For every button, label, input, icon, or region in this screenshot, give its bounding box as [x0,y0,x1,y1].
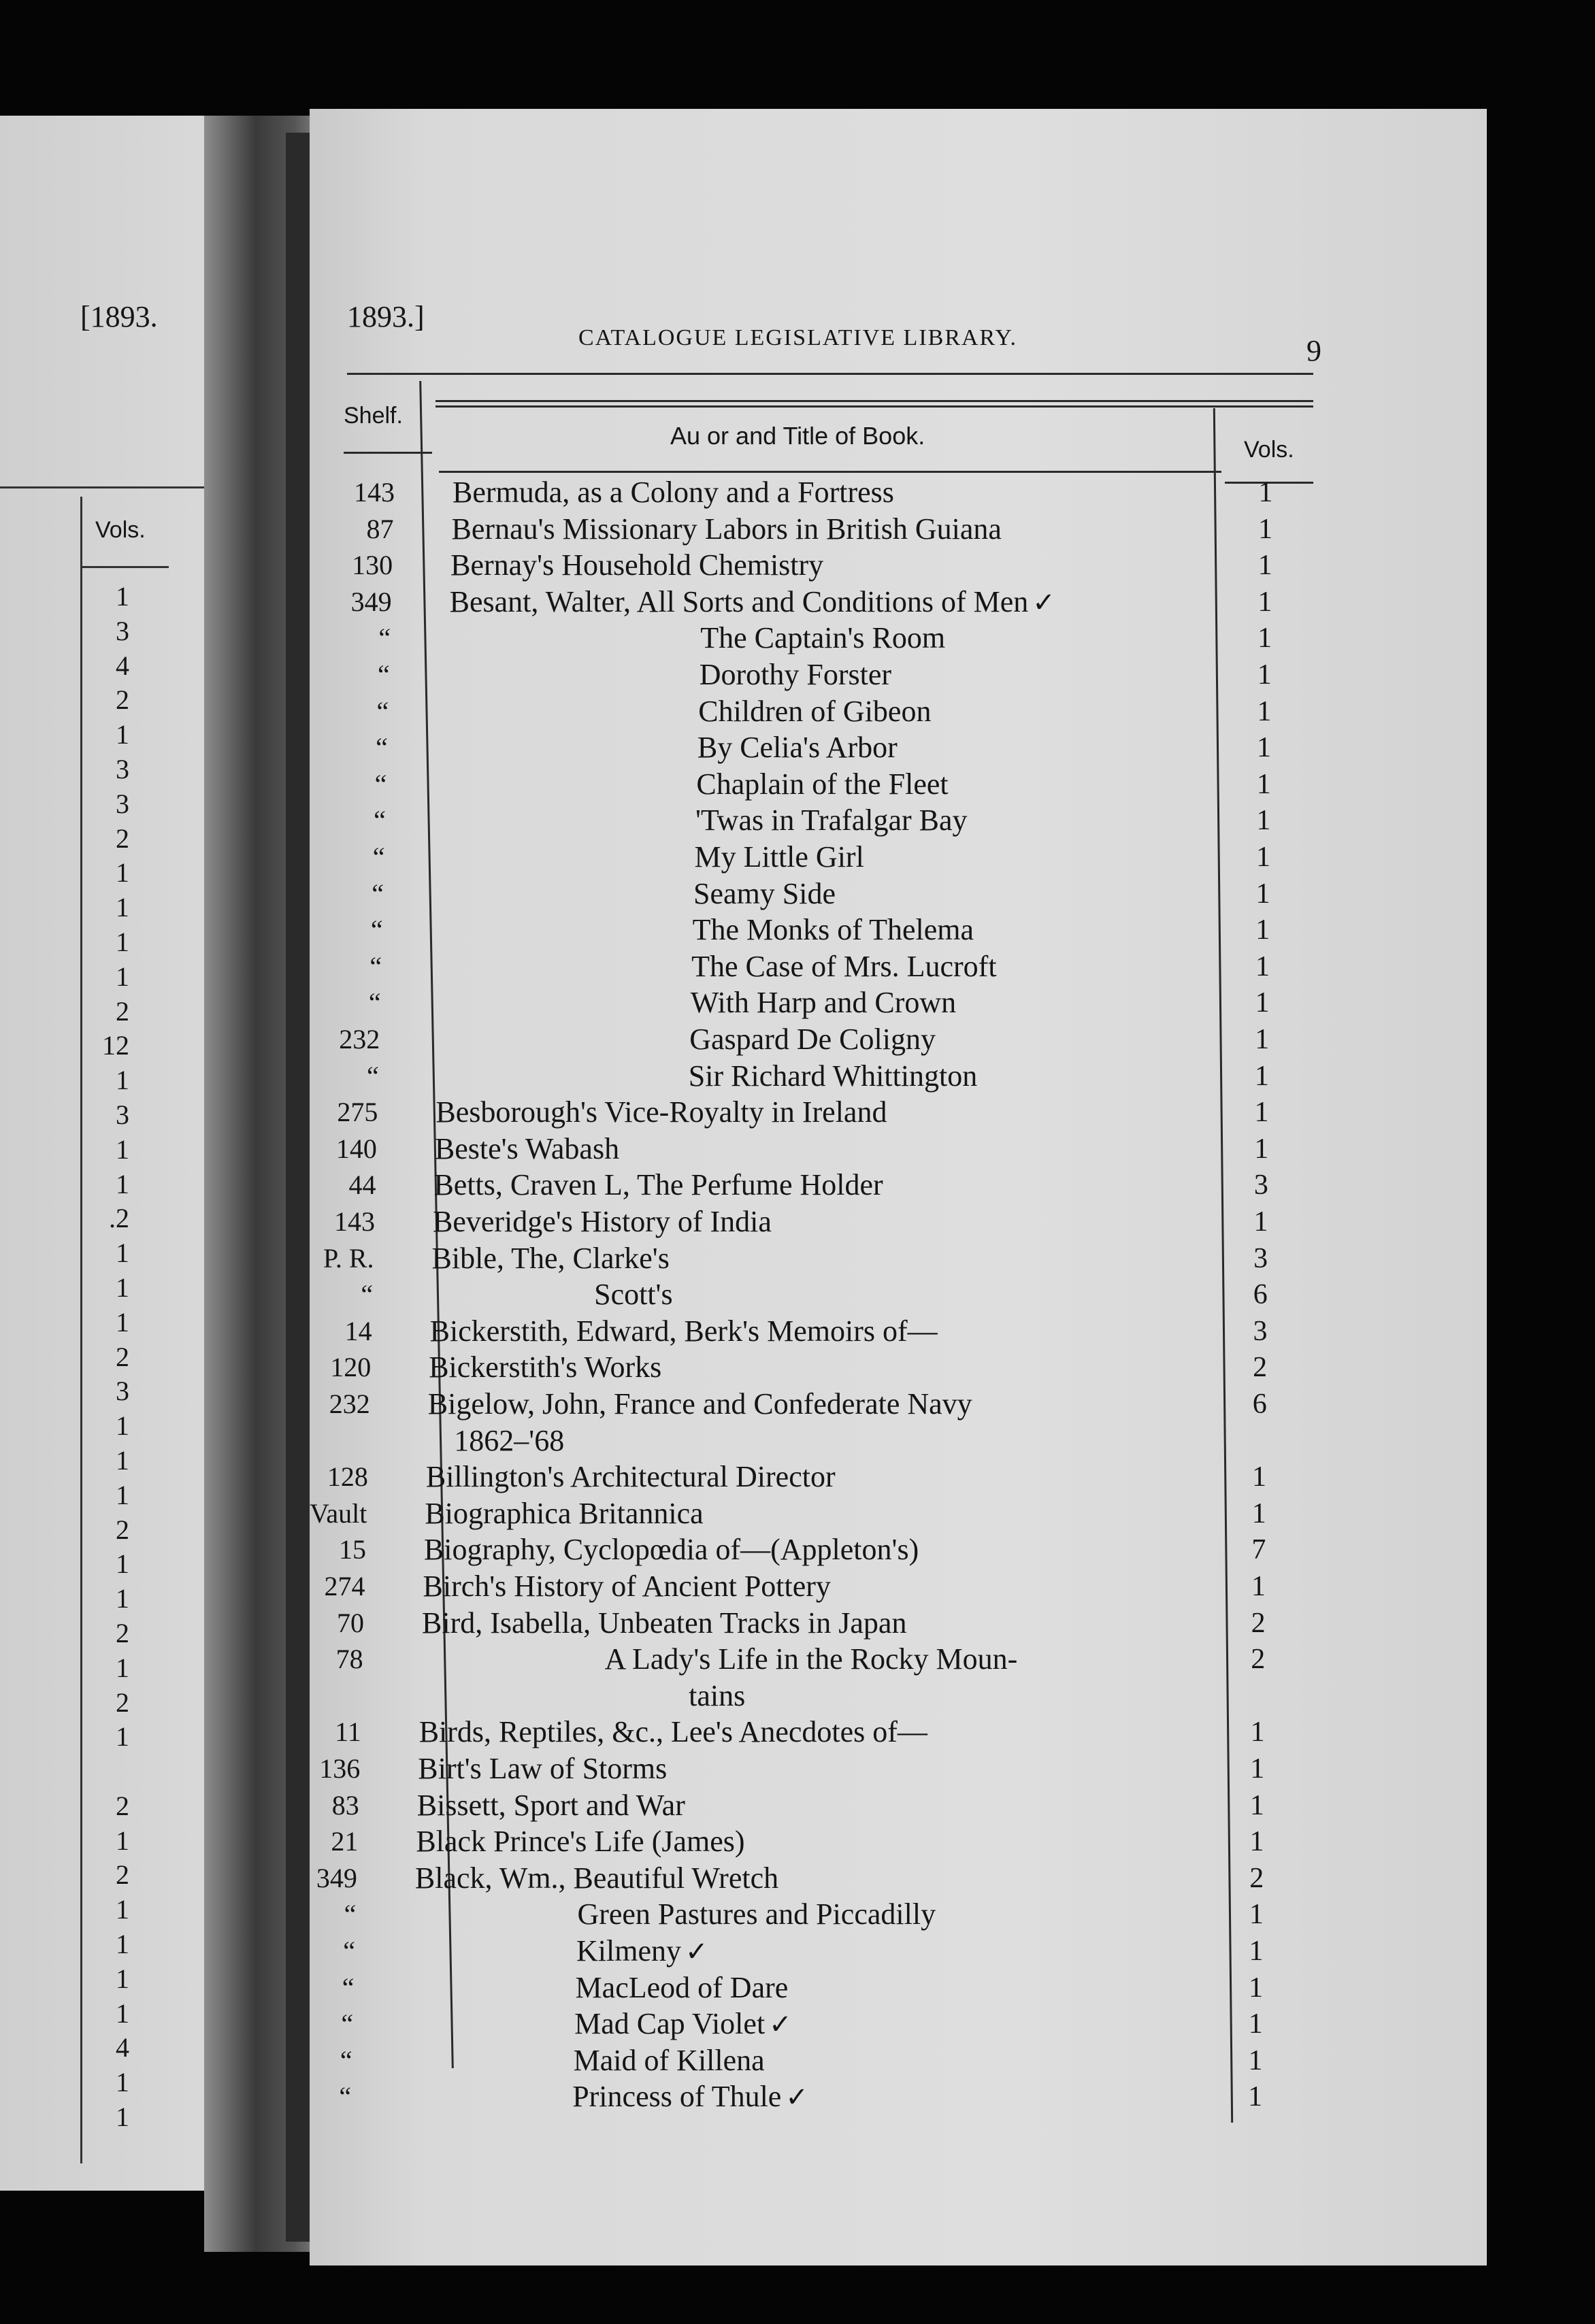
left-vols-value: 1 [116,1825,129,1856]
shelf-cell: “ [370,914,383,946]
title-cell [432,1241,670,1276]
left-vols-value: .2 [109,1203,129,1234]
left-vols-value: 2 [116,684,129,716]
title-column-header: Au or and Title of Book. [670,422,925,450]
title-cell [425,1496,703,1531]
title-text: Bible, The, Clarke's [431,1241,670,1275]
title-text: Maid of Killena [573,2043,765,2077]
title-cell [433,1167,883,1203]
title-cell [423,1569,831,1604]
left-vols-value: 1 [116,1894,129,1925]
shelf-cell: 275 [337,1097,378,1128]
title-text: Children of Gibeon [698,694,932,728]
shelf-cell: 128 [327,1461,368,1493]
shelf-cell: 136 [319,1753,361,1784]
shelf-cell: 120 [330,1352,372,1383]
shelf-cell: 78 [335,1644,363,1675]
vols-cell: 1 [1258,513,1273,545]
vols-cell: 2 [1249,1862,1264,1894]
left-vols-value: 1 [116,1929,129,1960]
title-cell [416,1824,744,1859]
title-cell [700,620,945,656]
left-vols-value: 1 [116,1168,129,1199]
title-cell [418,1751,667,1787]
vols-cell: 1 [1252,1461,1267,1493]
shelf-cell: 232 [339,1024,380,1055]
vols-cell: 1 [1254,1060,1269,1092]
shelf-cell: “ [372,842,385,872]
handwritten-check-icon: ✓ [1032,586,1055,618]
title-text: The Monks of Thelema [692,913,974,947]
title-cell [689,1059,978,1094]
title-text: The Case of Mrs. Lucroft [691,949,997,983]
title-cell [574,2043,765,2078]
shelf-cell: 70 [337,1607,365,1638]
vols-cell: 3 [1253,1169,1268,1201]
shelf-cell: “ [344,1899,357,1930]
handwritten-check-icon: ✓ [785,2082,808,2114]
left-vols-value: 1 [116,1306,129,1338]
shelf-cell: 15 [338,1534,366,1565]
handwritten-check-icon: ✓ [685,1936,708,1968]
vols-cell: 2 [1251,1644,1266,1676]
title-cell [426,1459,836,1495]
title-text: Billington's Architectural Director [425,1460,836,1494]
title-text: Scott's [594,1278,673,1312]
left-vols-value: 3 [116,1099,129,1130]
title-text: Kilmeny [576,1934,681,1968]
title-cell [695,840,864,875]
vols-cell: 2 [1253,1352,1268,1384]
title-cell [417,1788,685,1823]
left-vols-value: 3 [116,615,129,646]
shelf-cell: “ [376,732,388,763]
vols-cell: 1 [1248,2008,1263,2040]
vols-cell: 6 [1252,1389,1267,1420]
vols-cell: 1 [1251,1571,1266,1602]
left-vols-value: 2 [116,1859,129,1891]
left-vols-value: 2 [116,1687,129,1718]
shelf-cell: “ [377,659,390,690]
title-cell [433,1204,772,1240]
shelf-cell: “ [369,950,382,982]
title-text: Bissett, Sport and War [416,1788,685,1822]
left-vols-value: 1 [116,2102,129,2133]
title-text: Princess of Thule [572,2080,782,2114]
left-vols-value: 1 [116,1272,129,1303]
shelf-cell: “ [361,1279,374,1310]
title-cell [594,1277,673,1312]
title-cell [691,949,996,984]
title-text: 1862–'68 [454,1423,565,1457]
vols-cell: 1 [1248,2081,1263,2113]
vols-column-header: Vols. [1244,437,1294,463]
left-vols-value: 1 [116,1444,129,1476]
vols-cell: 1 [1255,1024,1270,1055]
vols-cell: 1 [1250,1716,1265,1748]
title-text: MacLeod of Dare [575,1970,789,2004]
title-cell [695,803,968,838]
title-cell [435,1095,887,1130]
title-cell [454,1423,564,1459]
vols-cell: 1 [1256,805,1271,837]
title-text: A Lady's Life in the Rocky Moun- [604,1642,1018,1676]
title-cell [424,1532,919,1567]
vols-cell: 1 [1257,695,1272,727]
left-vols-value: 1 [116,1133,129,1165]
vols-cell: 7 [1251,1534,1266,1566]
title-text: Besant, Walter, All Sorts and Conditions of Men [449,584,1029,618]
title-text: Bernay's Household Chemistry [450,548,824,582]
title-cell [605,1642,1018,1677]
vols-cell: 1 [1250,1753,1265,1784]
shelf-cell: 274 [324,1571,365,1601]
shelf-cell: “ [374,768,387,799]
shelf-cell: 349 [350,586,392,617]
left-vols-header: Vols. [95,517,146,543]
title-text: Birch's History of Ancient Pottery [423,1570,831,1603]
title-text: The Captain's Room [700,621,946,655]
title-cell [574,2006,792,2042]
title-cell [422,1606,906,1641]
shelf-cell: 143 [334,1206,375,1237]
shelf-cell: 87 [366,513,394,544]
title-cell [429,1350,661,1385]
title-text: Biographica Britannica [425,1496,704,1530]
shelf-cell: “ [341,2008,354,2040]
vols-cell: 1 [1257,622,1272,654]
shelf-cell: “ [342,1972,355,2003]
left-vols-value: 2 [116,1514,129,1545]
left-vols-value: 1 [116,1652,129,1683]
shelf-cell: “ [376,695,389,727]
title-cell [577,1897,936,1932]
title-text: My Little Girl [694,840,864,874]
left-vols-value: 3 [116,753,129,784]
title-text: Besborough's Vice-Royalty in Ireland [435,1095,887,1129]
shelf-cell: 44 [348,1169,376,1201]
vols-cell: 1 [1257,732,1272,764]
left-vols-value: 4 [116,650,129,681]
shelf-cell: 83 [331,1789,359,1821]
vols-cell: 1 [1253,1206,1268,1238]
left-vols-value: 1 [116,1548,129,1580]
title-cell [572,2079,808,2115]
title-text: Chaplain of the Fleet [696,767,949,801]
left-vols-value: 3 [116,788,129,819]
title-text: Black, Wm., Beautiful Wretch [414,1861,779,1895]
shelf-cell: P. R. [323,1242,374,1274]
title-text: Biography, Cyclopœdia of—(Appleton's) [423,1533,919,1567]
left-vols-value: 1 [116,719,129,750]
vols-cell: 3 [1253,1242,1268,1274]
shelf-cell: 130 [352,550,393,581]
title-text: Gaspard De Coligny [689,1023,936,1056]
left-vols-value: 1 [116,857,129,889]
left-vols-value: 2 [116,995,129,1027]
shelf-cell: “ [340,2044,352,2076]
title-text: With Harp and Crown [690,986,957,1020]
left-vols-value: 3 [116,1376,129,1407]
title-cell [419,1714,927,1750]
title-cell [693,876,836,912]
shelf-cell: “ [378,622,391,654]
vols-cell: 1 [1255,950,1270,982]
title-text: Mad Cap Violet [574,2007,766,2041]
vols-cell: 1 [1258,477,1273,508]
title-cell [689,1022,936,1057]
title-text: Birds, Reptiles, &c., Lee's Anecdotes of— [418,1715,927,1749]
vols-cell: 3 [1253,1315,1268,1347]
vols-cell: 1 [1254,1133,1269,1165]
title-text: Green Pastures and Piccadilly [577,1897,936,1931]
left-vols-value: 1 [116,2067,129,2098]
shelf-cell: Vault [309,1497,367,1529]
title-text: Sir Richard Whittington [688,1059,978,1093]
shelf-cell: 11 [335,1716,361,1748]
vols-cell: 1 [1248,2044,1263,2076]
left-vols-value: 2 [116,1617,129,1648]
vols-cell: 1 [1255,878,1270,910]
page-number: 9 [1306,334,1321,367]
title-text: Black Prince's Life (James) [416,1825,745,1859]
left-page-year: [1893. [80,300,158,333]
left-vols-value: 1 [116,926,129,957]
vols-cell: 1 [1256,842,1270,873]
shelf-cell: 349 [316,1862,357,1893]
vols-cell: 1 [1257,550,1272,582]
vols-cell: 1 [1257,586,1272,618]
left-vols-value: 1 [116,961,129,992]
title-text: Beveridge's History of India [433,1205,772,1238]
title-cell [415,1861,778,1896]
title-cell [698,694,931,729]
title-text: tains [689,1678,746,1712]
title-cell [435,1131,619,1167]
left-vols-value: 12 [102,1030,129,1061]
shelf-cell: 232 [329,1389,370,1419]
title-cell [689,1678,745,1714]
vols-cell: 1 [1255,914,1270,946]
vols-cell: 1 [1255,987,1270,1019]
vols-cell: 1 [1249,1789,1264,1821]
vols-cell: 1 [1254,1097,1269,1129]
vols-cell: 1 [1249,1936,1264,1967]
left-vols-value: 1 [116,1963,129,1994]
left-vols-value: 1 [116,1997,129,2029]
left-vols-value: 1 [116,1065,129,1096]
vols-cell: 1 [1249,1972,1264,2004]
title-text: Birt's Law of Storms [418,1752,668,1785]
shelf-cell: 21 [331,1826,359,1857]
title-text: Bigelow, John, France and Confederate Navy [427,1387,972,1421]
title-text: Beste's Wabash [434,1131,620,1165]
shelf-cell: 143 [354,477,395,508]
left-vols-value: 2 [116,823,129,854]
shelf-cell: “ [343,1936,355,1966]
left-vols-value: 1 [116,1238,129,1269]
handwritten-check-icon: ✓ [769,2009,792,2041]
title-cell [576,1970,789,2006]
shelf-cell: 140 [335,1133,377,1164]
vols-cell: 2 [1251,1607,1266,1639]
title-text: Seamy Side [693,876,836,910]
title-text: Bickerstith's Works [429,1350,662,1384]
shelf-cell: “ [374,805,386,836]
left-vols-value: 4 [116,2032,129,2063]
shelf-cell: “ [339,2081,352,2112]
page-year: 1893.] [347,300,425,333]
title-cell [691,985,956,1020]
title-cell [700,657,891,693]
vols-cell: 1 [1257,659,1272,691]
shelf-cell: “ [368,987,381,1018]
title-cell [693,912,974,948]
left-vols-value: 2 [116,1341,129,1372]
title-text: 'Twas in Trafalgar Bay [695,803,968,837]
running-title: CATALOGUE LEGISLATIVE LIBRARY. [578,325,1018,350]
left-vols-value: 1 [116,1721,129,1753]
left-vols-value: 2 [116,1790,129,1821]
shelf-cell: “ [367,1060,379,1091]
shelf-cell: 14 [344,1315,372,1346]
vols-cell: 1 [1251,1497,1266,1529]
title-cell [696,767,948,802]
vols-cell: 6 [1253,1279,1268,1311]
shelf-column-header: Shelf. [344,403,403,429]
title-cell [697,730,898,765]
title-cell [450,584,1055,620]
shelf-cell: “ [372,878,384,909]
title-cell [428,1387,972,1422]
left-vols-value: 1 [116,1479,129,1510]
vols-cell: 1 [1256,768,1271,800]
left-vols-value: 1 [116,892,129,923]
title-cell [576,1933,708,1970]
vols-cell: 1 [1249,1826,1264,1858]
title-text: By Celia's Arbor [697,731,898,765]
vols-cell: 1 [1249,1899,1264,1931]
left-vols-value: 1 [116,1583,129,1614]
title-text: Bernau's Missionary Labors in British Guiana [451,512,1002,546]
left-vols-value: 1 [116,581,129,612]
title-text: Dorothy Forster [699,658,892,691]
title-cell [453,475,894,510]
title-text: Bickerstith, Edward, Berk's Memoirs of— [429,1314,938,1348]
left-vols-value: 1 [116,1410,129,1442]
title-text: Betts, Craven L, The Perfume Holder [433,1168,883,1202]
title-text: Bermuda, as a Colony and a Fortress [453,476,894,509]
title-cell [452,512,1002,547]
title-cell [450,548,823,583]
title-cell [430,1314,938,1349]
title-text: Bird, Isabella, Unbeaten Tracks in Japan [422,1606,907,1640]
